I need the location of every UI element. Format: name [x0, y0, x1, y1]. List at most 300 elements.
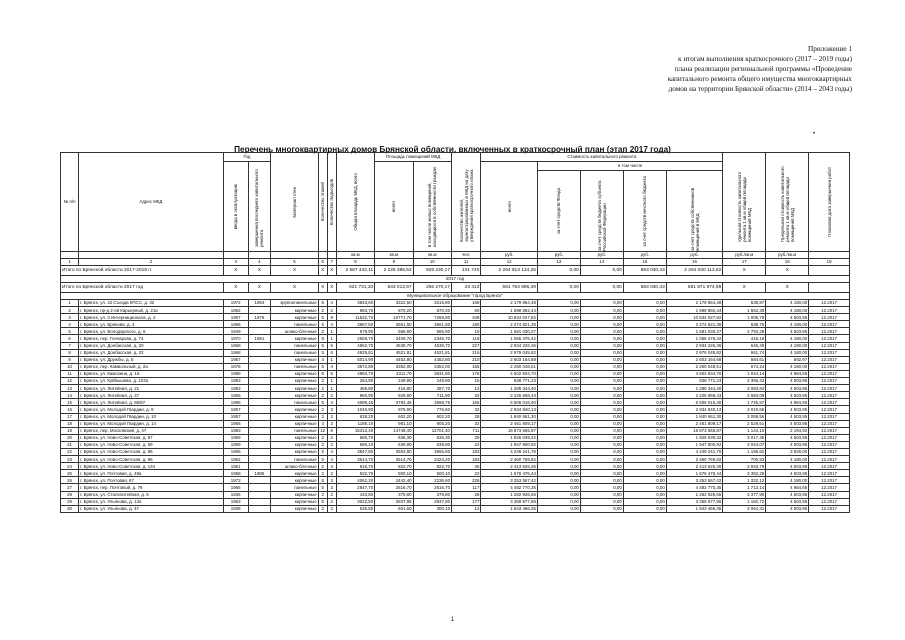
- column-number-cell: 7: [327, 259, 336, 266]
- table-cell: г. Брянск, ул. Молодой Гвардии, д. 8: [79, 406, 224, 413]
- table-cell: 14748,40: [375, 427, 413, 434]
- table-cell: 0,00: [623, 463, 666, 470]
- houses-table-wrap: [60, 152, 850, 513]
- table-row: [61, 406, 850, 413]
- table-cell: 2837,95: [375, 498, 413, 505]
- table-cell: 1938: [223, 505, 248, 512]
- table-cell: 0,00: [537, 406, 580, 413]
- header-total-area-text: Общая площадь МКД, всего: [352, 173, 358, 231]
- table-cell: 9: [61, 356, 79, 363]
- table-cell: 0,00: [580, 420, 623, 427]
- table-cell: 3216,80: [413, 300, 451, 307]
- column-number-cell: 10: [413, 259, 451, 266]
- header-area-private: [413, 162, 451, 252]
- table-cell: 4062,20: [336, 477, 374, 484]
- summary-total-area: 621 731,20: [336, 283, 374, 293]
- table-cell: г. Брянск, ул. Молодой Гвардии, д. 10: [79, 413, 224, 420]
- summary-x: X: [248, 266, 271, 276]
- table-cell: 2 934 840,13: [666, 406, 723, 413]
- table-cell: 711: [452, 427, 481, 434]
- table-cell: 2: [318, 434, 327, 441]
- table-cell: [248, 342, 271, 349]
- column-number-cell: 19: [809, 259, 850, 266]
- table-cell: 1984: [248, 300, 271, 307]
- table-cell: панельные: [271, 399, 318, 406]
- table-cell: 602,20: [375, 413, 413, 420]
- table-cell: панельные: [271, 427, 318, 434]
- table-cell: 0,00: [580, 406, 623, 413]
- table-cell: 2 460 769,82: [481, 456, 538, 463]
- table-cell: 4 482 770,35: [481, 484, 538, 491]
- table-cell: 4 984,65: [766, 484, 809, 491]
- table-cell: 1972: [223, 300, 248, 307]
- table-cell: 4521,81: [375, 349, 413, 356]
- table-cell: г. Брянск, ул. Ново-Советская, д. 96: [79, 456, 224, 463]
- table-cell: 3424,20: [413, 456, 451, 463]
- table-cell: 1 332,12: [723, 477, 766, 484]
- summary-x: X: [248, 283, 271, 293]
- column-number-cell: 3: [223, 259, 248, 266]
- header-owners: [666, 171, 723, 252]
- table-cell: г. Брянск, ул. Брянова, д. 4: [79, 321, 224, 328]
- table-cell: кирпичные: [271, 413, 318, 420]
- column-number-cell: 5: [271, 259, 318, 266]
- table-cell: 2 226 658,43: [666, 392, 723, 399]
- header-area-total-text: всего: [391, 201, 397, 212]
- table-cell: 0,00: [623, 300, 666, 307]
- table-cell: [248, 427, 271, 434]
- table-cell: 3561,50: [413, 321, 451, 328]
- table-cell: 0,00: [623, 413, 666, 420]
- table-cell: 11: [61, 370, 79, 377]
- table-cell: 22: [452, 441, 481, 448]
- table-cell: 3: [327, 463, 336, 470]
- table-cell: 2: [327, 505, 336, 512]
- table-cell: 6 606 016,40: [481, 399, 538, 406]
- table-cell: 1970: [223, 335, 248, 342]
- table-cell: 3561,50: [375, 321, 413, 328]
- table-cell: 579,90: [336, 328, 374, 335]
- header-plan-date-text: Плановая дата завершения работ: [826, 167, 832, 237]
- table-cell: 0,00: [623, 456, 666, 463]
- summary-owners: 581 871 974,98: [666, 283, 723, 293]
- table-cell: 2 934 840,13: [481, 406, 538, 413]
- table-cell: 6: [327, 427, 336, 434]
- table-cell: кирпичные: [271, 491, 318, 498]
- summary-local: 883 030,43: [623, 266, 666, 276]
- table-cell: 216: [452, 349, 481, 356]
- table-cell: 14: [61, 392, 79, 399]
- table-cell: 12.2017: [809, 385, 850, 392]
- summary-residents: 101 740: [452, 266, 481, 276]
- stage-row: [61, 275, 850, 283]
- summary-x: X: [723, 266, 766, 276]
- table-cell: кирпичные: [271, 385, 318, 392]
- table-cell: 4 180,00: [766, 477, 809, 484]
- table-cell: г. Брянск, ул. Сталелитейная, д. 5: [79, 491, 224, 498]
- table-cell: 2: [318, 505, 327, 512]
- table-cell: 0,00: [623, 321, 666, 328]
- table-cell: 0,00: [537, 434, 580, 441]
- table-cell: 1965: [223, 448, 248, 455]
- table-cell: 1: [61, 300, 79, 307]
- header-area-total: [375, 162, 413, 252]
- table-cell: 4 502 834,70: [666, 370, 723, 377]
- table-cell: 12.2017: [809, 328, 850, 335]
- table-cell: 6: [61, 335, 79, 342]
- table-cell: 3 356,43: [723, 378, 766, 385]
- table-cell: 5: [318, 448, 327, 455]
- table-cell: панельные: [271, 342, 318, 349]
- table-cell: 1957: [223, 314, 248, 321]
- table-row: [61, 335, 850, 342]
- table-cell: 1 581 030,27: [666, 328, 723, 335]
- table-cell: 6: [327, 342, 336, 349]
- table-cell: 1 676 476,44: [666, 470, 723, 477]
- unit-cell: руб.: [537, 252, 580, 259]
- column-number-cell: 18: [766, 259, 809, 266]
- table-cell: 0,00: [580, 321, 623, 328]
- table-cell: 156: [452, 363, 481, 370]
- table-cell: 532,70: [336, 470, 374, 477]
- table-cell: крупнопанельные: [271, 300, 318, 307]
- table-cell: 1963: [223, 498, 248, 505]
- table-cell: г. Брянск, ул. 22 Съезда КПСС, д. 32: [79, 300, 224, 307]
- table-cell: 639,90: [375, 441, 413, 448]
- summary-x: X: [327, 283, 336, 293]
- header-plan-date: [809, 153, 850, 252]
- table-cell: г. Брянск, ул. Володарского, д. 6: [79, 328, 224, 335]
- table-cell: 1 285 344,40: [666, 385, 723, 392]
- table-cell: [248, 385, 271, 392]
- table-cell: 2: [327, 307, 336, 314]
- table-cell: 32: [452, 406, 481, 413]
- table-row: [61, 392, 850, 399]
- table-cell: 0,00: [537, 307, 580, 314]
- table-cell: 4 503,95: [766, 441, 809, 448]
- header-cost-group: Стоимость капитального ремонта: [481, 153, 723, 162]
- summary-label: Итого по Брянской области 2017-2019 гг.: [61, 266, 224, 276]
- table-row: [61, 463, 850, 470]
- table-cell: 636,30: [413, 434, 451, 441]
- table-cell: 12.2017: [809, 349, 850, 356]
- table-row: [61, 385, 850, 392]
- table-cell: 10 834 027,82: [481, 314, 538, 321]
- table-cell: [248, 378, 271, 385]
- table-cell: 3022,50: [336, 498, 374, 505]
- table-cell: 1983: [223, 427, 248, 434]
- table-cell: 3 064,31: [723, 505, 766, 512]
- table-body: [61, 266, 850, 513]
- table-cell: 0,00: [623, 399, 666, 406]
- header-fund: [537, 171, 580, 252]
- table-cell: 838 771,23: [666, 378, 723, 385]
- column-number-cell: 6: [318, 259, 327, 266]
- table-cell: 1965: [223, 484, 248, 491]
- table-cell: 12.2017: [809, 441, 850, 448]
- table-cell: г. Брянск, ул. Почтовая, д. 48а: [79, 470, 224, 477]
- summary-local: 883 030,43: [623, 283, 666, 293]
- table-cell: 29: [61, 498, 79, 505]
- table-cell: 4 180,00: [766, 363, 809, 370]
- table-row: [61, 378, 850, 385]
- summary-fund: 0,00: [537, 283, 580, 293]
- table-cell: 16 873 665,87: [666, 427, 723, 434]
- table-cell: 1 947 800,92: [481, 441, 538, 448]
- table-cell: 4 503,95: [766, 491, 809, 498]
- table-cell: 12.2017: [809, 307, 850, 314]
- table-cell: 1 840 661,30: [481, 413, 538, 420]
- table-cell: 227: [452, 342, 481, 349]
- table-cell: 3 044,07: [723, 441, 766, 448]
- table-cell: 12.2017: [809, 356, 850, 363]
- table-cell: 4 180,00: [766, 307, 809, 314]
- table-cell: 5: [318, 300, 327, 307]
- table-cell: 2 413 625,36: [666, 463, 723, 470]
- table-cell: 0,00: [623, 448, 666, 455]
- table-cell: 20: [61, 434, 79, 441]
- table-cell: 0,00: [623, 385, 666, 392]
- table-cell: 13: [61, 385, 79, 392]
- table-cell: 0,00: [580, 399, 623, 406]
- table-cell: 4 503,95: [766, 406, 809, 413]
- table-cell: 4 984,65: [766, 370, 809, 377]
- table-cell: 12.2017: [809, 300, 850, 307]
- table-cell: 2 793,28: [723, 328, 766, 335]
- table-cell: 3 058,56: [723, 413, 766, 420]
- table-row: [61, 342, 850, 349]
- table-cell: 635,87: [723, 300, 766, 307]
- unit-cell: руб.: [623, 252, 666, 259]
- table-cell: 19: [61, 427, 79, 434]
- table-cell: 1978: [223, 363, 248, 370]
- header-owners-text: за счет средств собственников помещений в МКД: [689, 187, 700, 251]
- table-row: [61, 491, 850, 498]
- table-cell: 12: [318, 427, 327, 434]
- table-cell: 1 843 466,35: [666, 505, 723, 512]
- table-cell: 2616,70: [413, 484, 451, 491]
- table-cell: 1 285 344,40: [481, 385, 538, 392]
- table-cell: 1: [327, 356, 336, 363]
- summary-fund: 0,00: [537, 266, 580, 276]
- table-cell: 60: [452, 307, 481, 314]
- table-cell: 12.2017: [809, 427, 850, 434]
- header-local-text: за счет средств местного бюджета: [642, 175, 648, 247]
- table-cell: 29: [452, 434, 481, 441]
- table-cell: кирпичные: [271, 448, 318, 455]
- table-cell: 0,00: [580, 328, 623, 335]
- table-cell: 2 933,79: [723, 463, 766, 470]
- table-cell: 32: [452, 420, 481, 427]
- table-cell: 1 947 800,92: [666, 441, 723, 448]
- table-cell: 0,00: [537, 349, 580, 356]
- column-number-cell: 4: [248, 259, 271, 266]
- table-cell: 10 834 027,82: [666, 314, 723, 321]
- table-cell: 26: [61, 477, 79, 484]
- table-cell: [248, 491, 271, 498]
- table-cell: 249,90: [413, 378, 451, 385]
- table-cell: г. Брянск, ул. Ульянова, д. 13а: [79, 498, 224, 505]
- table-cell: 2837,90: [413, 498, 451, 505]
- table-cell: 433,80: [336, 491, 374, 498]
- table-cell: 4539,70: [413, 342, 451, 349]
- table-cell: 1 066 476,42: [666, 335, 723, 342]
- table-cell: 960,90: [336, 392, 374, 399]
- table-cell: 2 603 164,68: [481, 356, 538, 363]
- header-area-private-text: в том числе жилых помещений, находящихся в собственности граждан: [427, 166, 438, 247]
- header-num: [61, 153, 79, 252]
- table-cell: кирпичные: [271, 505, 318, 512]
- table-cell: 1 926 039,32: [481, 434, 538, 441]
- header-area-group: Площадь помещений МКД: [375, 153, 452, 162]
- table-cell: 18: [61, 420, 79, 427]
- table-cell: 3 358 977,96: [481, 498, 538, 505]
- table-cell: 2: [327, 470, 336, 477]
- table-cell: 3: [327, 484, 336, 491]
- table-cell: 0,00: [537, 385, 580, 392]
- table-cell: 0,00: [537, 356, 580, 363]
- table-cell: 1936: [223, 491, 248, 498]
- header-material: [271, 153, 318, 252]
- table-cell: 1985: [248, 470, 271, 477]
- table-cell: 4 503,95: [766, 314, 809, 321]
- table-cell: 0,00: [623, 470, 666, 477]
- table-cell: г. Брянск, ул. Камозина, д. 16: [79, 370, 224, 377]
- table-cell: 0,00: [537, 314, 580, 321]
- table-cell: [248, 498, 271, 505]
- table-cell: [248, 356, 271, 363]
- table-cell: 0,00: [623, 342, 666, 349]
- table-cell: 639,90: [413, 441, 451, 448]
- table-cell: 686,10: [336, 441, 374, 448]
- table-cell: панельные: [271, 363, 318, 370]
- table-cell: 2 226 658,43: [481, 392, 538, 399]
- table-cell: 0,00: [623, 484, 666, 491]
- header-total-area: [336, 153, 374, 252]
- table-cell: [248, 363, 271, 370]
- table-cell: 12.2017: [809, 498, 850, 505]
- table-cell: 2: [318, 385, 327, 392]
- table-cell: 4 503,95: [766, 420, 809, 427]
- table-cell: 1951: [223, 463, 248, 470]
- table-cell: 9: [318, 335, 327, 342]
- table-cell: 711,90: [413, 392, 451, 399]
- table-cell: 300,10: [413, 505, 451, 512]
- table-cell: 3843,60: [336, 300, 374, 307]
- houses-table: [60, 152, 850, 513]
- table-cell: 0,00: [580, 470, 623, 477]
- table-cell: 28: [61, 491, 79, 498]
- unit-cell: [809, 252, 850, 259]
- annex-line: к итогам выполнения краткосрочного (2017 – 2019 годы): [678, 55, 852, 63]
- table-cell: 12.2017: [809, 470, 850, 477]
- table-cell: [248, 441, 271, 448]
- table-cell: 349: [452, 314, 481, 321]
- table-cell: 0,00: [537, 363, 580, 370]
- table-cell: г. Брянск, ул. Донбасская, д. 22: [79, 349, 224, 356]
- table-cell: 3553,80: [375, 448, 413, 455]
- annex-line: плана реализации региональной программы «Проведение: [674, 65, 852, 73]
- table-cell: 0,00: [580, 491, 623, 498]
- table-cell: г. Брянск, ул. Ново-Советская, д. 86: [79, 448, 224, 455]
- table-cell: 3847,80: [336, 448, 374, 455]
- table-cell: 1973: [223, 477, 248, 484]
- table-cell: 3 017,45: [723, 434, 766, 441]
- table-cell: 12.2017: [809, 342, 850, 349]
- table-cell: 9: [327, 314, 336, 321]
- table-cell: 2 979 045,82: [481, 349, 538, 356]
- table-cell: 15: [452, 378, 481, 385]
- table-cell: 3352,00: [413, 363, 451, 370]
- table-cell: кирпичные: [271, 356, 318, 363]
- table-cell: кирпичные: [271, 477, 318, 484]
- table-cell: 5: [327, 370, 336, 377]
- table-cell: 12.2017: [809, 406, 850, 413]
- table-cell: 0,00: [580, 498, 623, 505]
- table-cell: 870,20: [375, 307, 413, 314]
- summary-x: X: [723, 283, 766, 293]
- table-row: [61, 448, 850, 455]
- table-cell: [248, 484, 271, 491]
- table-cell: 4925,81: [336, 349, 374, 356]
- header-address-text: Адрес МКД: [139, 199, 163, 205]
- table-cell: 12.2017: [809, 420, 850, 427]
- header-entrances: [327, 153, 336, 252]
- table-cell: 3867,50: [336, 321, 374, 328]
- table-cell: 12.2017: [809, 314, 850, 321]
- table-cell: 0,00: [580, 392, 623, 399]
- table-cell: 0,00: [537, 448, 580, 455]
- table-cell: 4: [61, 321, 79, 328]
- table-cell: 4 503,95: [766, 378, 809, 385]
- table-cell: 0,00: [537, 420, 580, 427]
- table-cell: 5: [318, 321, 327, 328]
- table-cell: 11632,70: [336, 314, 374, 321]
- table-cell: 5: [318, 498, 327, 505]
- summary-x: X: [271, 283, 318, 293]
- table-cell: 4 503,95: [766, 413, 809, 420]
- table-row: [61, 456, 850, 463]
- table-row: [61, 328, 850, 335]
- table-cell: 0,00: [537, 392, 580, 399]
- table-cell: 1962: [223, 307, 248, 314]
- table-cell: [248, 448, 271, 455]
- table-cell: 264,90: [336, 378, 374, 385]
- table-cell: 5: [318, 363, 327, 370]
- table-cell: 2: [327, 413, 336, 420]
- table-cell: 4 180,00: [766, 349, 809, 356]
- header-local: [623, 171, 666, 252]
- table-cell: 28: [452, 491, 481, 498]
- municipality-row: [61, 292, 850, 300]
- table-cell: 4 502 834,70: [481, 370, 538, 377]
- table-cell: 0,00: [623, 505, 666, 512]
- unit-cell: руб.: [481, 252, 538, 259]
- table-cell: 1959: [223, 434, 248, 441]
- table-cell: 0,00: [537, 399, 580, 406]
- table-cell: 12: [61, 378, 79, 385]
- table-row: [61, 420, 850, 427]
- table-cell: 3831,80: [413, 370, 451, 377]
- summary-empty: [809, 283, 850, 293]
- table-cell: 4 984,65: [766, 399, 809, 406]
- table-cell: 16 873 665,87: [481, 427, 538, 434]
- table-cell: 12.2017: [809, 463, 850, 470]
- summary-cost-total: 2 264 913 134,25: [481, 266, 538, 276]
- table-cell: 12.2017: [809, 413, 850, 420]
- header-regional: [580, 171, 623, 252]
- table-cell: 2: [318, 491, 327, 498]
